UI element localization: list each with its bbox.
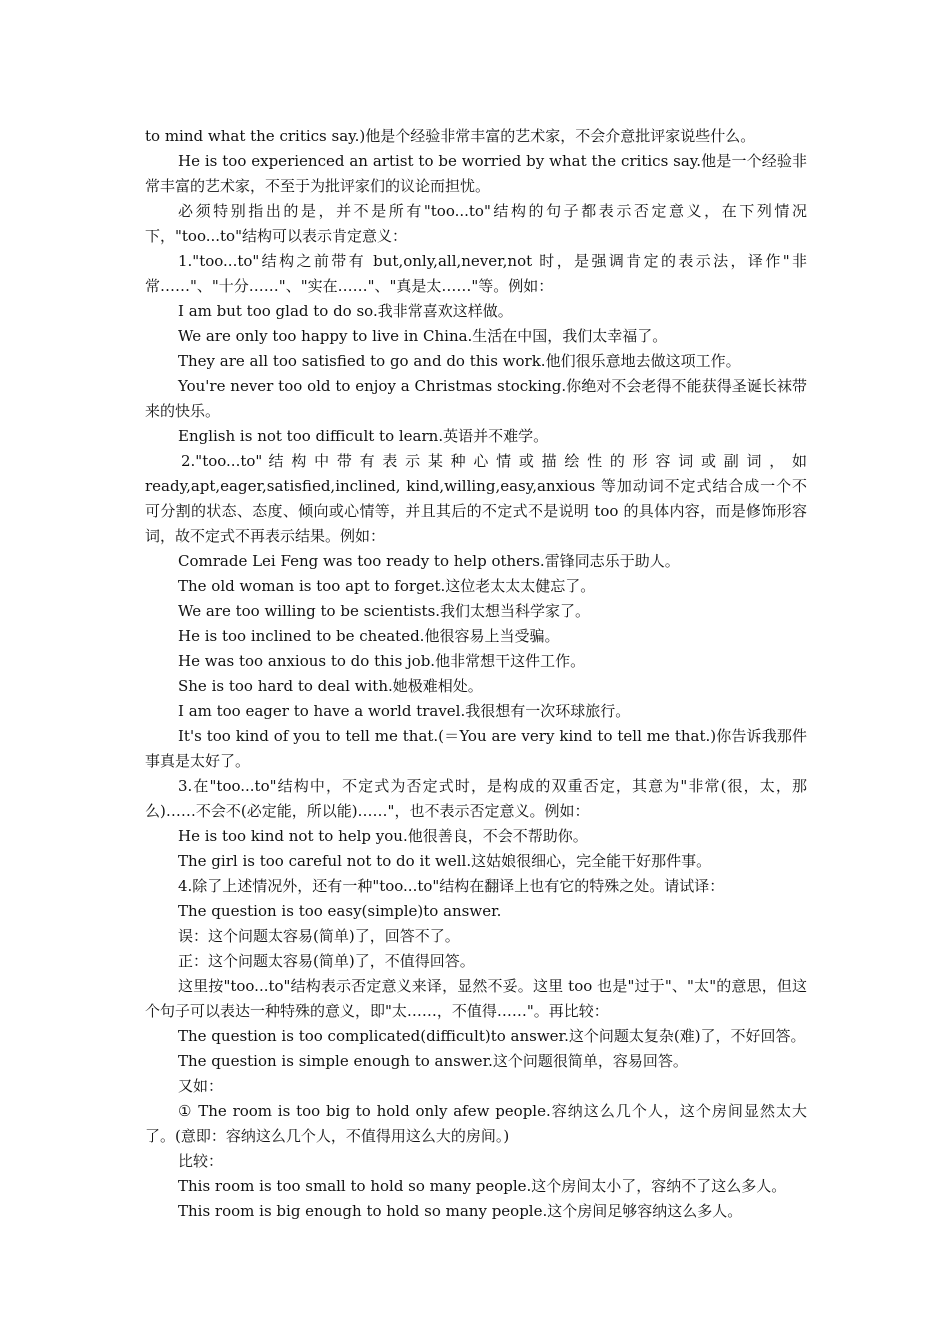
example-sentence: The old woman is too apt to forget.这位老太太太健忘了。 [178,577,596,595]
example-sentence: ① The room is too big to hold only afew people.容纳这么几个人，这个房间显然太大了。(意即：容纳这么几个人，不值得用这么大的房间。) [145,1102,807,1145]
example-sentence: We are only too happy to live in China.生活在中国，我们太幸福了。 [178,327,668,345]
example-sentence: The girl is too careful not to do it well.这姑娘很细心，完全能干好那件事。 [178,852,712,870]
example-sentence: He is too inclined to be cheated.他很容易上当受骗。 [178,627,560,645]
example-sentence: The question is too easy(simple)to answer. [178,902,502,920]
example-sentence: He is too kind not to help you.他很善良，不会不帮助你。 [178,827,588,845]
example-sentence: Comrade Lei Feng was too ready to help others.雷锋同志乐于助人。 [178,552,680,570]
example-sentence: 正：这个问题太容易(简单)了，不值得回答。 [178,952,475,970]
paragraph: 4.除了上述情况外，还有一种"too...to"结构在翻译上也有它的特殊之处。请试译： [178,877,725,895]
example-sentence: You're never too old to enjoy a Christmas stocking.你绝对不会老得不能获得圣诞长袜带来的快乐。 [145,377,807,420]
example-sentence: English is not too difficult to learn.英语并不难学。 [178,427,549,445]
paragraph: He is too experienced an artist to be worried by what the critics say.他是一个经验非常丰富的艺术家，不至于为批评家们的议论而担忧。 [145,152,807,195]
paragraph: 这里按"too...to"结构表示否定意义来译，显然不妥。这里 too 也是"过于"、"太"的意思，但这个句子可以表达一种特殊的意义，即"太……，不值得……"。再比较： [145,977,807,1020]
example-sentence: The question is simple enough to answer.这个问题很简单，容易回答。 [178,1052,688,1070]
paragraph: 1."too...to"结构之前带有 but,only,all,never,not 时，是强调肯定的表示法，译作"非常……"、"十分……"、"实在……"、"真是太……"等。例如： [145,252,807,295]
example-sentence: It's too kind of you to tell me that.(＝You are very kind to tell me that.)你告诉我那件事真是太好了。 [145,727,807,770]
paragraph: 必须特别指出的是，并不是所有"too...to"结构的句子都表示否定意义，在下列情况下，"too...to"结构可以表示肯定意义： [145,202,807,245]
example-sentence: I am too eager to have a world travel.我很想有一次环球旅行。 [178,702,631,720]
paragraph: to mind what the critics say.)他是个经验非常丰富的艺术家，不会介意批评家说些什么。 [145,127,756,145]
paragraph: 3.在"too...to"结构中，不定式为否定式时，是构成的双重否定，其意为"非常(很，太，那么)……不会不(必定能，所以能)……"，也不表示否定意义。例如： [145,777,807,820]
paragraph: 2."too...to" 结 构 中 带 有 表 示 某 种 心 情 或 描 绘 性 的 形 容 词 或 副 词 ， 如 ready,apt,eager,satisfied,inclined, kind,willing,easy,anxious 等加动词不定式结合成一个不可分割的状态、态度、倾向或心情等，并且其后的不定式不是说明 too 的具体内容，而是修饰形容词，故不定式不再表示结果。例如： [145,452,807,545]
example-sentence: She is too hard to deal with.她极难相处。 [178,677,483,695]
example-sentence: We are too willing to be scientists.我们太想当科学家了。 [178,602,591,620]
example-sentence: He was too anxious to do this job.他非常想干这件工作。 [178,652,586,670]
example-sentence: 误：这个问题太容易(简单)了，回答不了。 [178,927,460,945]
paragraph: 又如： [178,1077,224,1095]
example-sentence: This room is too small to hold so many people.这个房间太小了，容纳不了这么多人。 [178,1177,787,1195]
document-body [145,124,807,1224]
example-sentence: The question is too complicated(difficult)to answer.这个问题太复杂(难)了，不好回答。 [178,1027,806,1045]
example-sentence: This room is big enough to hold so many people.这个房间足够容纳这么多人。 [178,1202,743,1220]
example-sentence: They are all too satisfied to go and do this work.他们很乐意地去做这项工作。 [178,352,741,370]
example-sentence: I am but too glad to do so.我非常喜欢这样做。 [178,302,513,320]
paragraph: 比较： [178,1152,224,1170]
